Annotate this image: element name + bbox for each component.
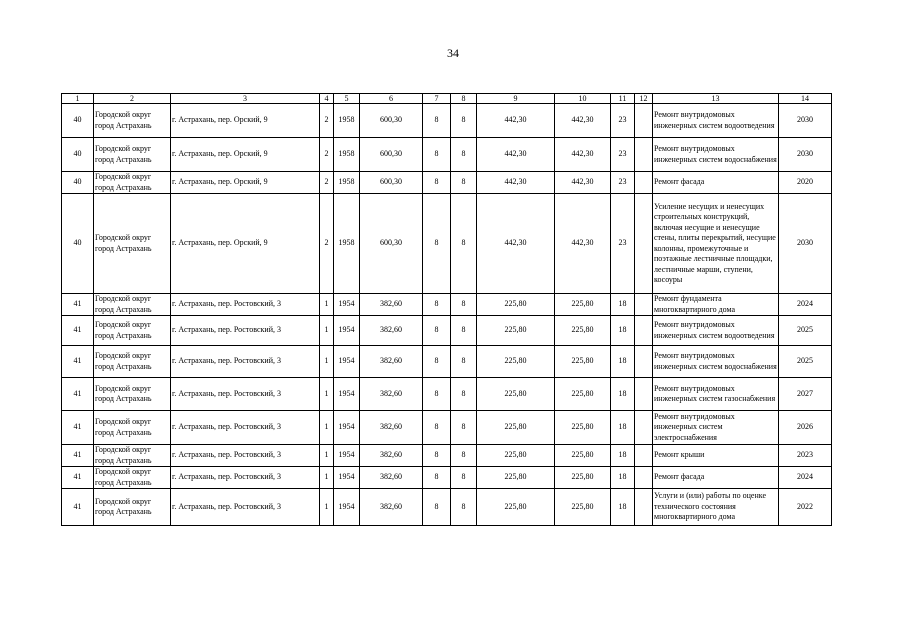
- cell-residents: 23: [611, 104, 635, 138]
- cell-address: г. Астрахань, пер. Ростовский, 3: [171, 294, 320, 316]
- cell-col-7: 8: [423, 194, 451, 294]
- cell-col-7: 8: [423, 378, 451, 411]
- cell-municipality: Городской округ город Астрахань: [94, 316, 171, 346]
- capital-repair-table: [61, 93, 832, 526]
- cell-address: г. Астрахань, пер. Ростовский, 3: [171, 411, 320, 445]
- cell-floors: 1: [320, 346, 334, 378]
- column-number: 13: [653, 94, 779, 104]
- cell-address: г. Астрахань, пер. Ростовский, 3: [171, 346, 320, 378]
- cell-house-number: 40: [62, 194, 94, 294]
- cell-area-10: 442,30: [555, 104, 611, 138]
- cell-area-9: 442,30: [477, 104, 555, 138]
- cell-col-7: 8: [423, 411, 451, 445]
- cell-col-12: [635, 172, 653, 194]
- cell-residents: 23: [611, 172, 635, 194]
- cell-area-9: 442,30: [477, 172, 555, 194]
- cell-residents: 18: [611, 346, 635, 378]
- cell-col-7: 8: [423, 316, 451, 346]
- cell-municipality: Городской округ город Астрахань: [94, 294, 171, 316]
- cell-col-12: [635, 467, 653, 489]
- cell-area-9: 225,80: [477, 411, 555, 445]
- cell-planned-year: 2020: [779, 172, 832, 194]
- cell-work-type: Ремонт внутридомовых инженерных систем водоотведения: [653, 104, 779, 138]
- cell-total-area: 382,60: [360, 467, 423, 489]
- cell-planned-year: 2022: [779, 489, 832, 526]
- cell-year: 1954: [334, 294, 360, 316]
- cell-area-9: 442,30: [477, 194, 555, 294]
- cell-area-10: 442,30: [555, 138, 611, 172]
- cell-area-10: 442,30: [555, 194, 611, 294]
- cell-col-12: [635, 104, 653, 138]
- cell-work-type: Услуги и (или) работы по оценке технического состояния многоквартирного дома: [653, 489, 779, 526]
- cell-col-8: 8: [451, 104, 477, 138]
- cell-address: г. Астрахань, пер. Ростовский, 3: [171, 489, 320, 526]
- cell-floors: 1: [320, 445, 334, 467]
- cell-planned-year: 2030: [779, 194, 832, 294]
- cell-area-9: 225,80: [477, 346, 555, 378]
- cell-house-number: 41: [62, 467, 94, 489]
- cell-total-area: 600,30: [360, 104, 423, 138]
- cell-municipality: Городской округ город Астрахань: [94, 411, 171, 445]
- cell-planned-year: 2023: [779, 445, 832, 467]
- cell-floors: 1: [320, 316, 334, 346]
- cell-col-7: 8: [423, 489, 451, 526]
- cell-col-12: [635, 445, 653, 467]
- cell-area-10: 225,80: [555, 489, 611, 526]
- cell-floors: 1: [320, 294, 334, 316]
- cell-total-area: 382,60: [360, 346, 423, 378]
- cell-municipality: Городской округ город Астрахань: [94, 467, 171, 489]
- table-row: [62, 316, 832, 346]
- cell-col-7: 8: [423, 346, 451, 378]
- cell-house-number: 41: [62, 489, 94, 526]
- cell-total-area: 382,60: [360, 445, 423, 467]
- cell-col-7: 8: [423, 294, 451, 316]
- cell-year: 1954: [334, 316, 360, 346]
- cell-house-number: 41: [62, 316, 94, 346]
- cell-municipality: Городской округ город Астрахань: [94, 489, 171, 526]
- cell-area-10: 225,80: [555, 294, 611, 316]
- cell-year: 1954: [334, 467, 360, 489]
- cell-area-10: 225,80: [555, 378, 611, 411]
- cell-address: г. Астрахань, пер. Ростовский, 3: [171, 378, 320, 411]
- cell-total-area: 382,60: [360, 294, 423, 316]
- table-row: [62, 346, 832, 378]
- table-row: [62, 294, 832, 316]
- cell-area-9: 225,80: [477, 294, 555, 316]
- cell-year: 1954: [334, 346, 360, 378]
- cell-house-number: 41: [62, 346, 94, 378]
- table-body: [62, 104, 832, 526]
- cell-col-8: 8: [451, 445, 477, 467]
- cell-col-12: [635, 378, 653, 411]
- cell-year: 1954: [334, 445, 360, 467]
- cell-total-area: 600,30: [360, 172, 423, 194]
- cell-col-7: 8: [423, 138, 451, 172]
- table-row: [62, 445, 832, 467]
- cell-house-number: 40: [62, 172, 94, 194]
- cell-year: 1958: [334, 104, 360, 138]
- column-number: 14: [779, 94, 832, 104]
- cell-col-8: 8: [451, 194, 477, 294]
- cell-address: г. Астрахань, пер. Орский, 9: [171, 104, 320, 138]
- cell-residents: 18: [611, 378, 635, 411]
- cell-work-type: Ремонт внутридомовых инженерных систем водоснабжения: [653, 138, 779, 172]
- cell-residents: 18: [611, 489, 635, 526]
- cell-planned-year: 2030: [779, 104, 832, 138]
- table-row: [62, 411, 832, 445]
- cell-total-area: 600,30: [360, 194, 423, 294]
- cell-work-type: Ремонт фундамента многоквартирного дома: [653, 294, 779, 316]
- cell-residents: 18: [611, 411, 635, 445]
- cell-floors: 1: [320, 378, 334, 411]
- table-row: [62, 378, 832, 411]
- cell-municipality: Городской округ город Астрахань: [94, 346, 171, 378]
- cell-area-9: 225,80: [477, 445, 555, 467]
- cell-total-area: 382,60: [360, 489, 423, 526]
- cell-area-10: 225,80: [555, 411, 611, 445]
- cell-house-number: 41: [62, 445, 94, 467]
- cell-work-type: Ремонт внутридомовых инженерных систем электроснабжения: [653, 411, 779, 445]
- cell-municipality: Городской округ город Астрахань: [94, 172, 171, 194]
- cell-address: г. Астрахань, пер. Ростовский, 3: [171, 445, 320, 467]
- cell-area-9: 225,80: [477, 489, 555, 526]
- cell-col-8: 8: [451, 489, 477, 526]
- cell-area-10: 225,80: [555, 346, 611, 378]
- column-number: 8: [451, 94, 477, 104]
- cell-planned-year: 2027: [779, 378, 832, 411]
- column-number: 12: [635, 94, 653, 104]
- cell-residents: 23: [611, 194, 635, 294]
- cell-floors: 2: [320, 172, 334, 194]
- cell-year: 1954: [334, 489, 360, 526]
- column-number: 7: [423, 94, 451, 104]
- cell-col-12: [635, 411, 653, 445]
- cell-area-9: 225,80: [477, 467, 555, 489]
- cell-house-number: 41: [62, 378, 94, 411]
- table-row: [62, 467, 832, 489]
- column-number: 11: [611, 94, 635, 104]
- cell-floors: 1: [320, 467, 334, 489]
- cell-residents: 18: [611, 467, 635, 489]
- column-number: 9: [477, 94, 555, 104]
- column-number: 2: [94, 94, 171, 104]
- cell-floors: 2: [320, 104, 334, 138]
- cell-col-7: 8: [423, 104, 451, 138]
- cell-work-type: Ремонт фасада: [653, 172, 779, 194]
- cell-col-8: 8: [451, 294, 477, 316]
- column-number: 1: [62, 94, 94, 104]
- cell-planned-year: 2025: [779, 316, 832, 346]
- cell-total-area: 382,60: [360, 411, 423, 445]
- cell-col-8: 8: [451, 172, 477, 194]
- cell-area-10: 225,80: [555, 467, 611, 489]
- page-number: 34: [447, 46, 459, 60]
- cell-col-8: 8: [451, 346, 477, 378]
- cell-planned-year: 2030: [779, 138, 832, 172]
- cell-year: 1958: [334, 172, 360, 194]
- cell-house-number: 41: [62, 411, 94, 445]
- cell-address: г. Астрахань, пер. Орский, 9: [171, 172, 320, 194]
- cell-municipality: Городской округ город Астрахань: [94, 378, 171, 411]
- cell-col-7: 8: [423, 172, 451, 194]
- cell-year: 1954: [334, 378, 360, 411]
- cell-work-type: Ремонт внутридомовых инженерных систем газоснабжения: [653, 378, 779, 411]
- cell-col-8: 8: [451, 378, 477, 411]
- cell-col-8: 8: [451, 138, 477, 172]
- cell-house-number: 40: [62, 104, 94, 138]
- cell-area-9: 225,80: [477, 378, 555, 411]
- cell-col-8: 8: [451, 411, 477, 445]
- cell-residents: 18: [611, 294, 635, 316]
- cell-residents: 23: [611, 138, 635, 172]
- cell-col-12: [635, 346, 653, 378]
- cell-residents: 18: [611, 316, 635, 346]
- cell-municipality: Городской округ город Астрахань: [94, 445, 171, 467]
- table-row: [62, 172, 832, 194]
- cell-area-10: 225,80: [555, 316, 611, 346]
- column-number: 3: [171, 94, 320, 104]
- cell-planned-year: 2024: [779, 294, 832, 316]
- cell-work-type: Ремонт внутридомовых инженерных систем водоснабжения: [653, 346, 779, 378]
- cell-municipality: Городской округ город Астрахань: [94, 194, 171, 294]
- table-row: [62, 194, 832, 294]
- cell-address: г. Астрахань, пер. Ростовский, 3: [171, 467, 320, 489]
- column-number: 6: [360, 94, 423, 104]
- table-row: [62, 489, 832, 526]
- cell-year: 1954: [334, 411, 360, 445]
- cell-work-type: Ремонт фасада: [653, 467, 779, 489]
- cell-year: 1958: [334, 194, 360, 294]
- cell-total-area: 382,60: [360, 316, 423, 346]
- cell-col-8: 8: [451, 467, 477, 489]
- cell-work-type: Усиление несущих и ненесущих строительных конструкций, включая несущие и ненесущие стены, плиты перекрытий, несущие колонны, промежуточные и поэтажные лестничные площадки, лестничные марши, ступени, косоуры: [653, 194, 779, 294]
- table-row: [62, 138, 832, 172]
- cell-col-7: 8: [423, 445, 451, 467]
- cell-total-area: 600,30: [360, 138, 423, 172]
- cell-area-9: 225,80: [477, 316, 555, 346]
- cell-planned-year: 2025: [779, 346, 832, 378]
- cell-residents: 18: [611, 445, 635, 467]
- cell-planned-year: 2024: [779, 467, 832, 489]
- cell-planned-year: 2026: [779, 411, 832, 445]
- cell-address: г. Астрахань, пер. Орский, 9: [171, 194, 320, 294]
- cell-col-12: [635, 316, 653, 346]
- cell-col-7: 8: [423, 467, 451, 489]
- cell-col-12: [635, 138, 653, 172]
- cell-municipality: Городской округ город Астрахань: [94, 138, 171, 172]
- column-number-row: [62, 94, 832, 104]
- cell-work-type: Ремонт внутридомовых инженерных систем водоотведения: [653, 316, 779, 346]
- cell-col-12: [635, 489, 653, 526]
- cell-col-8: 8: [451, 316, 477, 346]
- cell-house-number: 40: [62, 138, 94, 172]
- cell-floors: 1: [320, 411, 334, 445]
- cell-address: г. Астрахань, пер. Орский, 9: [171, 138, 320, 172]
- cell-area-10: 225,80: [555, 445, 611, 467]
- column-number: 5: [334, 94, 360, 104]
- column-number: 10: [555, 94, 611, 104]
- cell-work-type: Ремонт крыши: [653, 445, 779, 467]
- cell-col-12: [635, 294, 653, 316]
- cell-total-area: 382,60: [360, 378, 423, 411]
- cell-col-12: [635, 194, 653, 294]
- cell-floors: 1: [320, 489, 334, 526]
- cell-year: 1958: [334, 138, 360, 172]
- cell-area-9: 442,30: [477, 138, 555, 172]
- cell-floors: 2: [320, 138, 334, 172]
- cell-house-number: 41: [62, 294, 94, 316]
- cell-municipality: Городской округ город Астрахань: [94, 104, 171, 138]
- cell-floors: 2: [320, 194, 334, 294]
- cell-area-10: 442,30: [555, 172, 611, 194]
- column-number: 4: [320, 94, 334, 104]
- table-row: [62, 104, 832, 138]
- cell-address: г. Астрахань, пер. Ростовский, 3: [171, 316, 320, 346]
